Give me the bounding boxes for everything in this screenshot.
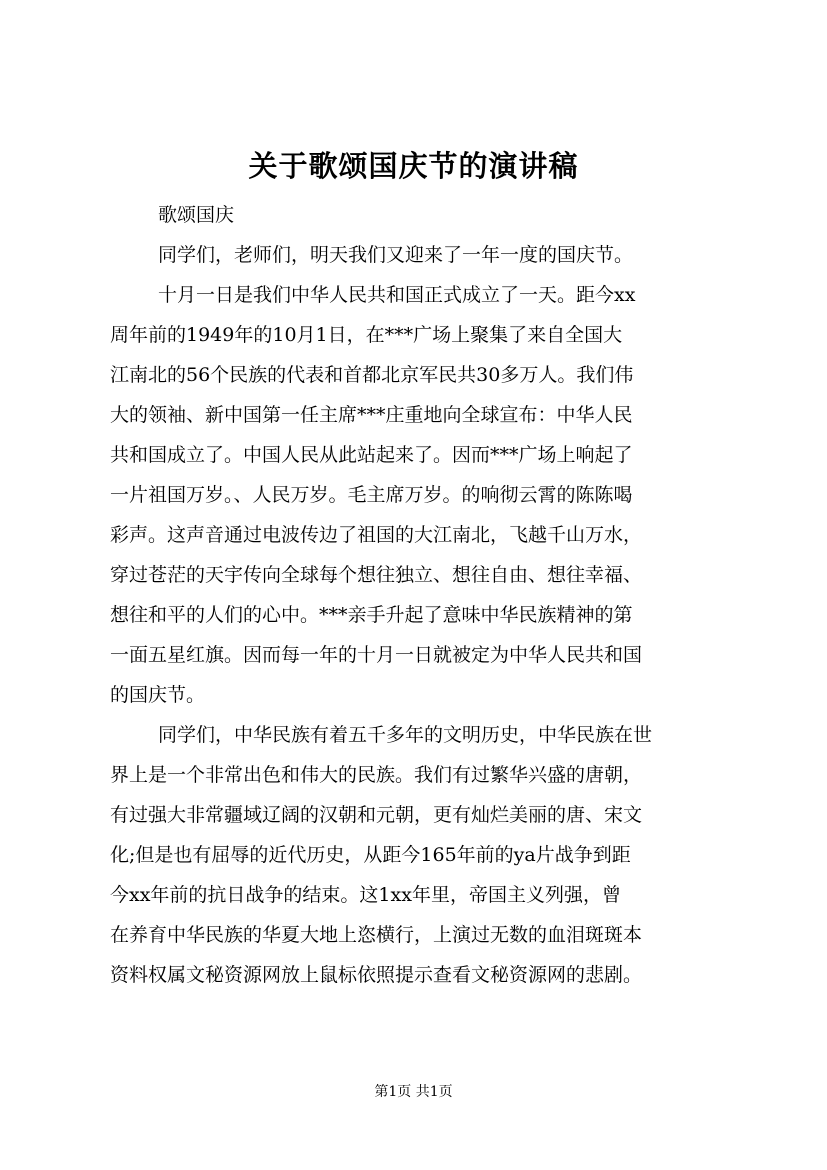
- text-line: 一片祖国万岁。、人民万岁。毛主席万岁。的响彻云霄的陈陈喝: [110, 484, 633, 506]
- text-line: 歌颂国庆: [158, 204, 235, 226]
- text-line: 共和国成立了。中国人民从此站起来了。因而***广场上响起了: [110, 444, 633, 466]
- text-line: 江南北的56个民族的代表和首都北京军民共30多万人。我们伟: [110, 364, 634, 386]
- text-line: 同学们，中华民族有着五千多年的文明历史，中华民族在世: [158, 724, 653, 746]
- text-line: 十月一日是我们中华人民共和国正式成立了一天。距今xx: [158, 284, 636, 306]
- text-line: 周年前的1949年的10月1日，在***广场上聚集了来自全国大: [110, 324, 623, 346]
- text-line: 穿过苍茫的天宇传向全球每个想往独立、想往自由、想往幸福、: [110, 564, 643, 586]
- text-line: 化;但是也有屈辱的近代历史，从距今165年前的ya片战争到距: [110, 844, 631, 866]
- page-footer: 第1页 共1页: [374, 1084, 453, 1100]
- text-line: 一面五星红旗。因而每一年的十月一日就被定为中华人民共和国: [110, 644, 643, 666]
- text-line: 彩声。这声音通过电波传边了祖国的大江南北，飞越千山万水，: [110, 524, 643, 546]
- document-title: 关于歌颂国庆节的演讲稿: [248, 149, 579, 183]
- text-line: 有过强大非常疆域辽阔的汉朝和元朝，更有灿烂美丽的唐、宋文: [110, 804, 643, 826]
- document-body: [110, 195, 735, 995]
- text-line: 在养育中华民族的华夏大地上恣横行，上演过无数的血泪斑斑本: [110, 924, 643, 946]
- text-line: 今xx年前的抗日战争的结束。这1xx年里，帝国主义列强，曾: [110, 884, 621, 906]
- text-line: 想往和平的人们的心中。***亲手升起了意味中华民族精神的第: [110, 604, 633, 626]
- text-line: 的国庆节。: [110, 684, 206, 706]
- text-line: 资料权属文秘资源网放上鼠标依照提示查看文秘资源网的悲剧。: [110, 964, 643, 986]
- text-line: 界上是一个非常出色和伟大的民族。我们有过繁华兴盛的唐朝，: [110, 764, 643, 786]
- text-line: 同学们，老师们，明天我们又迎来了一年一度的国庆节。: [158, 244, 634, 266]
- text-line: 大的领袖、新中国第一任主席***庄重地向全球宣布：中华人民: [110, 404, 633, 426]
